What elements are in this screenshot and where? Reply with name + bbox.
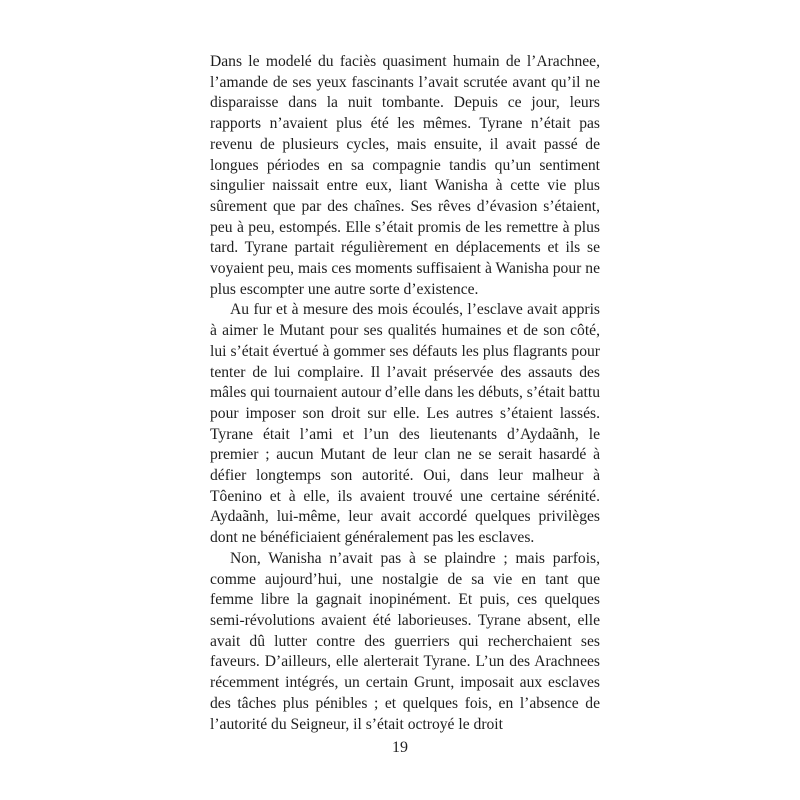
paragraph-3: Non, Wanisha n’avait pas à se plaindre ; mais parfois, comme aujourd’hui, une nostalgie de sa vie en tant que femme libre la gagnait inopinément. Et puis, ces quelques semi-révolutions avaient été laborieuses. Tyrane absent, elle avait dû lutter contre des guerriers qui recherchaient ses faveurs. D’ailleurs, elle alerterait Tyrane. L’un des Arachnees récemment intégrés, un certain Grunt, imposait aux esclaves des tâches plus pénibles ; et quelques fois, en l’absence de l’autorité du Seigneur, il s’était octroyé le droit — [210, 549, 600, 733]
paragraph-2: Au fur et à mesure des mois écoulés, l’esclave avait appris à aimer le Mutant pour ses qualités humaines et de son côté, lui s’était évertué à gommer ses défauts les plus flagrants pour tenter de lui complaire. Il l’avait préservée des assauts des mâles qui tournaient autour d’elle dans les débuts, s’était battu pour imposer son droit sur elle. Les autres s’étaient lassés. Tyrane était l’ami et l’un des lieutenants d’Aydaãnh, le premier ; aucun Mutant de leur clan ne se serait hasardé à défier longtemps son autorité. Oui, dans leur malheur à Tôenino et à elle, ils avaient trouvé une certaine sérénité. Aydaãnh, lui-même, leur avait accordé quelques privilèges dont ne bénéficiaient généralement pas les esclaves. — [210, 301, 600, 547]
paragraph-1: Dans le modelé du faciès quasiment humain de l’Arachnee, l’amande de ses yeux fascinants l’avait scrutée avant qu’il ne disparaisse dans la nuit tombante. Depuis ce jour, leurs rapports n’avaient plus été les mêmes. Tyrane n’était pas revenu de plusieurs cycles, mais ensuite, il avait passé de longues périodes en sa compagnie tandis qu’un sentiment singulier naissait entre eux, liant Wanisha à cette vie plus sûrement que par des chaînes. Ses rêves d’évasion s’étaient, peu à peu, estompés. Elle s’était promis de les remettre à plus tard. Tyrane partait régulièrement en déplacements et ils se voyaient peu, mais ces moments suffisaient à Wanisha pour ne plus escompter une autre sorte d’existence. — [210, 53, 600, 298]
body-text — [210, 52, 600, 735]
page-number: 19 — [392, 739, 408, 756]
